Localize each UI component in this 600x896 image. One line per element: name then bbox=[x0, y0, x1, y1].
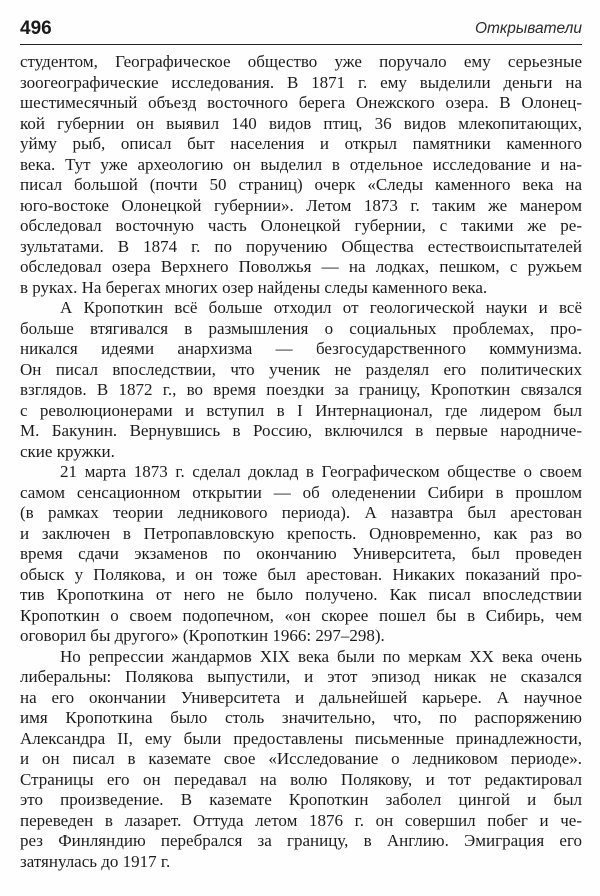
paragraph bbox=[20, 462, 582, 647]
paragraph bbox=[20, 52, 582, 298]
text-line: самом сенсационном открытии — об оледенении Сибири в прошлом bbox=[20, 482, 582, 502]
text-line: Он писал впоследствии, что ученик не разделял его политических bbox=[20, 359, 582, 379]
text-line: века. Тут уже археологию он выделил в отдельное исследование и на- bbox=[20, 154, 582, 174]
text-line: писал большой (почти 50 страниц) очерк «Следы каменного века на bbox=[20, 175, 582, 194]
text-line: имя Кропоткина было столь значительно, что, по распоряжению bbox=[20, 708, 582, 727]
text-line: это произведение. В каземате Кропоткин заболел цингой и был bbox=[20, 790, 582, 809]
text-line: М. Бакунин. Вернувшись в Россию, включился в первые народниче- bbox=[20, 421, 582, 440]
text-line: либеральны: Полякова выпустили, и этот эпизод никак не сказался bbox=[20, 667, 582, 686]
text-line: студентом, Географическое общество уже поручало ему серьезные bbox=[20, 52, 582, 71]
text-line: взглядов. В 1872 г., во время поездки за границу, Кропоткин связался bbox=[20, 380, 582, 399]
text-line: на его окончании Университета и дальнейшей карьере. А научное bbox=[20, 687, 582, 707]
text-line: время сдачи экзаменов по окончанию Университета, был проведен bbox=[20, 544, 582, 563]
paragraph bbox=[20, 298, 582, 462]
text-line: обследовал восточную часть Олонецкой губернии, с такими же ре- bbox=[20, 216, 582, 235]
running-title: Открыватели bbox=[474, 20, 582, 37]
body-text bbox=[20, 52, 582, 872]
text-line: обыск у Полякова, и он тоже был арестован. Никаких показаний про- bbox=[20, 564, 582, 584]
paragraph bbox=[20, 647, 582, 873]
text-line: в руках. На берегах многих озер найдены следы каменного века. bbox=[20, 277, 488, 297]
text-line: больше втягивался в размышления о социальных проблемах, про- bbox=[20, 318, 582, 338]
text-line: (в рамках теории ледникового периода). А назавтра был арестован bbox=[20, 503, 582, 522]
text-line: обследовал озера Верхнего Поволжья — на лодках, пешком, с ружьем bbox=[20, 257, 582, 276]
page-header bbox=[20, 13, 582, 45]
text-line: Кропоткин о своем подопечном, «он скорее пошел бы в Сибирь, чем bbox=[20, 605, 582, 625]
text-line: А Кропоткин всё больше отходил от геологической науки и всё bbox=[60, 298, 582, 317]
text-line: Но репрессии жандармов XIX века были по меркам XX века очень bbox=[60, 646, 582, 666]
text-line: кой губернии он выявил 140 видов птиц, 36 видов млекопитающих, bbox=[20, 113, 582, 133]
text-line: рез Финляндию перебрался за границу, в Англию. Эмиграция его bbox=[20, 831, 582, 850]
text-line: тив Кропоткина от него не было получено. Как писал впоследствии bbox=[20, 585, 582, 604]
text-line: Александра II, ему были предоставлены письменные принадлежности, bbox=[20, 728, 582, 748]
text-line: никался идеями анархизма — безгосударственного коммунизма. bbox=[20, 339, 582, 358]
text-line: с революционерами и вступил в I Интернационал, где лидером был bbox=[20, 400, 582, 420]
page-number: 496 bbox=[20, 18, 52, 39]
text-line: зультатами. В 1874 г. по поручению Общества естествоиспытателей bbox=[20, 236, 582, 256]
text-line: и заключен в Петропавловскую крепость. Одновременно, как раз во bbox=[20, 523, 582, 543]
text-line: зоогеографические исследования. В 1871 г. ему выделили деньги на bbox=[20, 72, 582, 92]
text-line: переведен в лазарет. Оттуда летом 1876 г. он совершил побег и че- bbox=[20, 810, 582, 830]
text-line: оговорил бы другого» (Кропоткин 1966: 297–298). bbox=[20, 626, 385, 645]
text-line: ские кружки. bbox=[20, 441, 115, 461]
text-line: Страницы его он передавал на волю Полякову, и тот редактировал bbox=[20, 769, 582, 789]
text-line: юго-востоке Олонецкой губернии». Летом 1873 г. таким же манером bbox=[20, 195, 582, 215]
text-line: 21 марта 1873 г. сделал доклад в Географическом обществе о своем bbox=[60, 462, 582, 481]
text-line: и он писал в каземате свое «Исследование о ледниковом периоде». bbox=[20, 749, 582, 768]
text-line: уйму рыб, описал быт населения и открыл памятники каменного bbox=[20, 134, 582, 153]
text-line: шестимесячный объезд восточного берега Онежского озера. В Олонец- bbox=[20, 93, 582, 112]
text-line: затянулась до 1917 г. bbox=[20, 851, 171, 871]
